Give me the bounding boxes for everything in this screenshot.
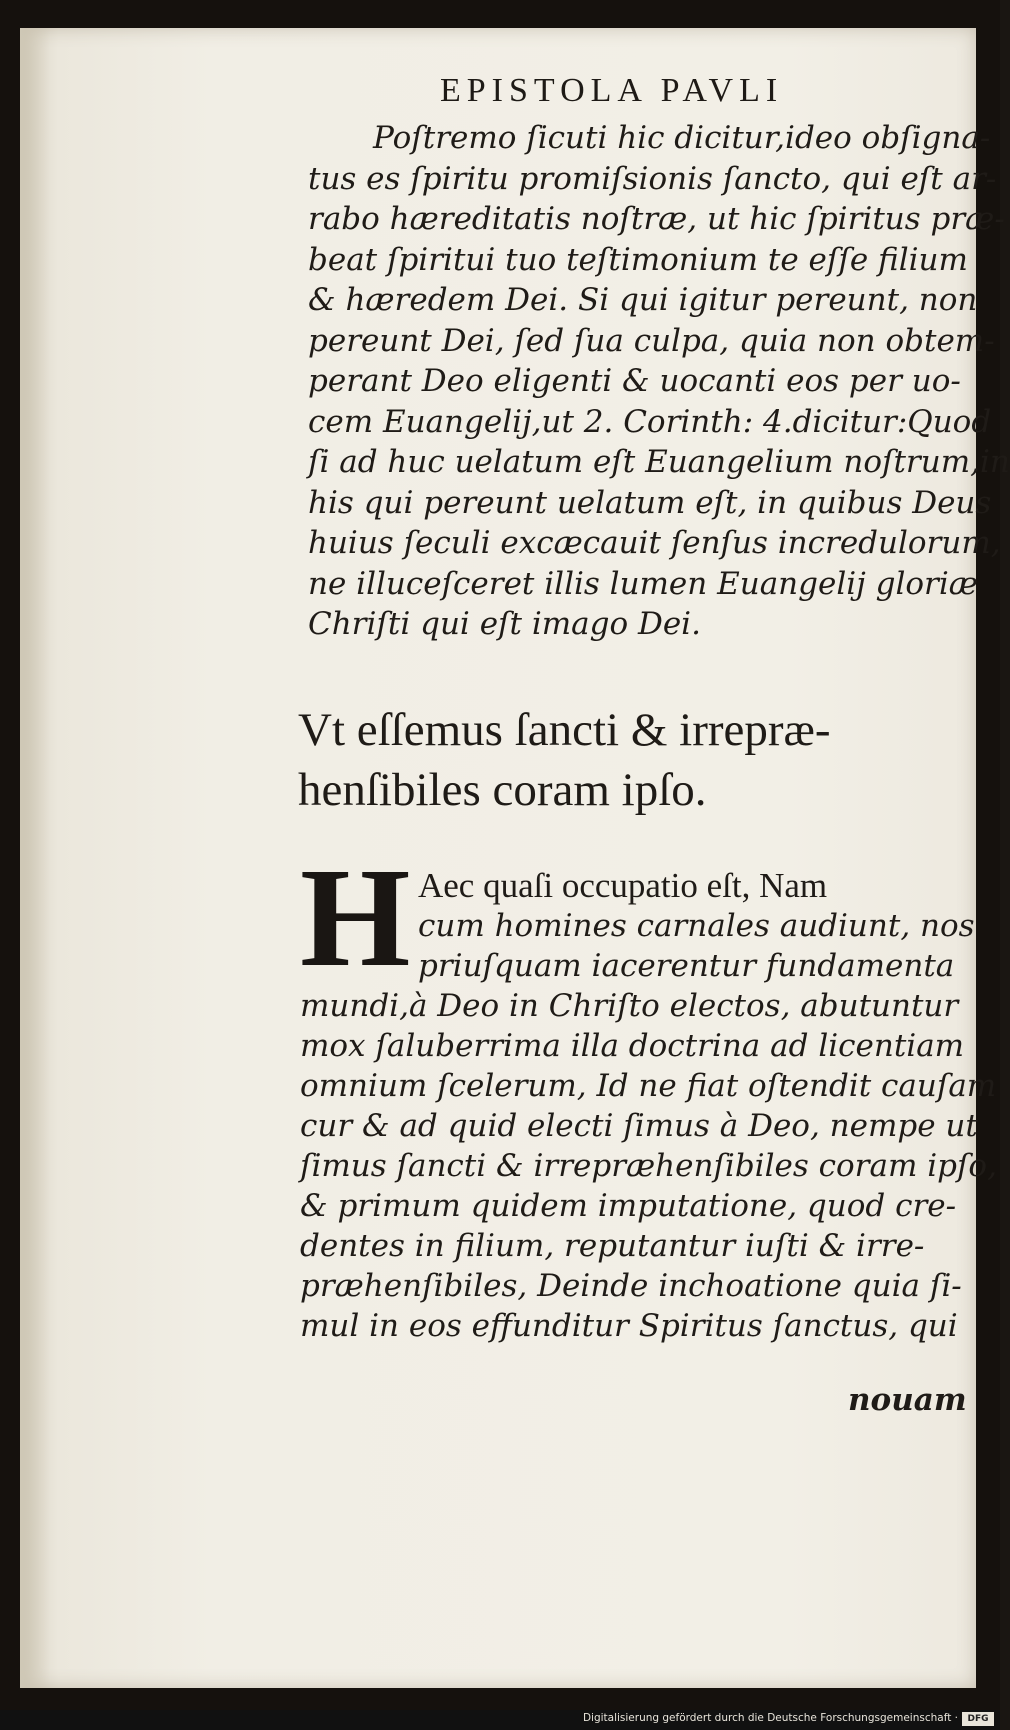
text-line: mundi,à Deo in Chriſto electos, abutuntur xyxy=(300,988,959,1024)
page-gutter-shadow xyxy=(20,28,50,1688)
text-line: cum homines carnales audiunt, nos xyxy=(418,908,975,944)
text-line: Chriſti qui eſt imago Dei. xyxy=(308,606,701,642)
text-line: perant Deo eligenti & uocanti eos per uo- xyxy=(308,363,961,399)
text-line: mox ſaluberrima illa doctrina ad licentiam xyxy=(300,1028,965,1064)
text-line: dentes in filium, reputantur iuſti & irre- xyxy=(300,1228,925,1264)
text-line: & hæredem Dei. Si qui igitur pereunt, non xyxy=(308,282,978,318)
heading-line: henſibiles coram ipſo. xyxy=(298,764,707,816)
paragraph-1 xyxy=(308,118,1010,645)
text-line: & primum quidem imputatione, quod cre- xyxy=(300,1188,957,1224)
section-heading xyxy=(298,700,938,820)
text-line: cur & ad quid electi ſimus à Deo, nempe ut xyxy=(300,1108,978,1144)
text-line: beat ſpiritui tuo teſtimonium te eſſe filium xyxy=(308,241,968,278)
text-line: rabo hæreditatis noſtræ, ut hic ſpiritus præ- xyxy=(308,201,1005,237)
footer-credit: Digitalisierung gefördert durch die Deutsche Forschungsgemeinschaft · xyxy=(582,1712,958,1724)
text-line: ſimus ſancti & irrepræhenſibiles coram ipſo, xyxy=(300,1148,997,1184)
text-line: pereunt Dei, ſed ſua culpa, quia non obtem- xyxy=(308,322,995,359)
text-line: præhenſibiles, Deinde inchoatione quia ſi- xyxy=(300,1268,962,1304)
catchword: nouam xyxy=(848,1382,967,1418)
text-line: mul in eos effunditur Spiritus ſanctus, qui xyxy=(300,1308,958,1344)
text-line: huius ſeculi excæcauit ſenſus incredulorum, xyxy=(308,525,1001,561)
running-head: EPISTOLA PAVLI xyxy=(440,72,784,109)
text-line: his qui pereunt uelatum eſt, in quibus Deus xyxy=(308,484,992,521)
heading-line: Vt eſſemus ſancti & irrepræ- xyxy=(298,704,831,756)
text-line: omnium ſcelerum, Id ne fiat oſtendit cauſam xyxy=(300,1068,997,1104)
text-line: ne illuceſceret illis lumen Euangelij gloriæ xyxy=(308,565,978,602)
text-line: ſi ad huc uelatum eſt Euangelium noſtrum,in xyxy=(308,444,1010,480)
text-line: priuſquam iacerentur fundamenta xyxy=(418,948,955,984)
drop-cap: H xyxy=(300,838,411,996)
text-line: cem Euangelij,ut 2. Corinth: 4.dicitur:Quod xyxy=(308,403,992,440)
paragraph-2 xyxy=(300,866,997,1346)
dfg-logo-icon: DFG xyxy=(962,1712,994,1726)
text-line: Aec quaſi occupatio eſt, Nam xyxy=(418,866,828,905)
text-line: Poſtremo ſicuti hic dicitur,ideo obſigna- xyxy=(373,120,991,156)
text-line: tus es ſpiritu promiſsionis ſancto, qui eſt ar- xyxy=(308,160,997,197)
